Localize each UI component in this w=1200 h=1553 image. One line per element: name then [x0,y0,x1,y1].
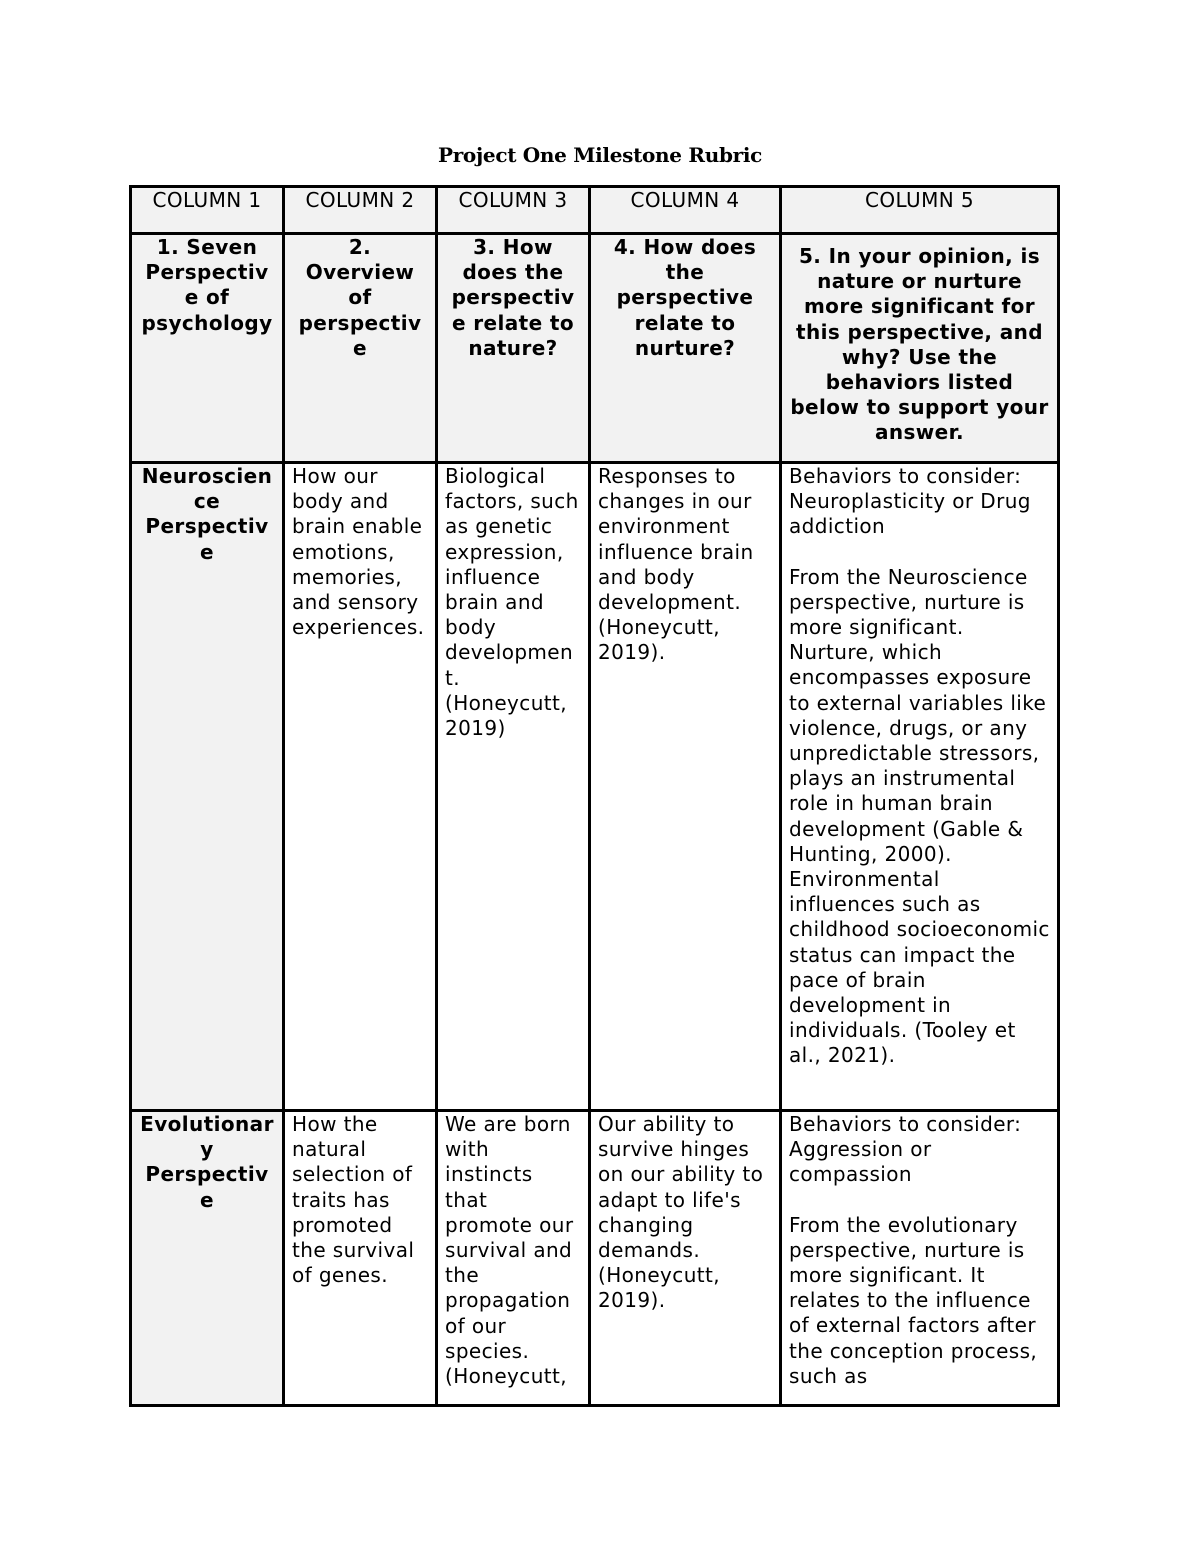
page-title: Project One Milestone Rubric [437,143,763,167]
behaviors-text: Behaviors to consider: Neuroplasticity or Drug addiction [789,464,1031,539]
column-header: COLUMN 1 [131,187,284,234]
question-cell: 2. Overview of perspective [284,234,437,463]
opinion-cell [781,463,1059,1111]
overview-cell: How our body and brain enable emotions, memories, and sensory experiences. [284,463,437,1111]
perspective-name-cell: Neuroscience Perspective [131,463,284,1111]
question-cell: 1. Seven Perspective of psychology [131,234,284,463]
opinion-text: From the Neuroscience perspective, nurture is more significant. Nurture, which encompasses exposure to external variables like violence, drugs, or any unpredictable stressors, plays an instrumental role in human brain development (Gable & Hunting, 2000). Environmental influences such as childhood socioeconomic status can impact the pace of brain development in individuals. (Tooley et al., 2021). [789,564,1050,1068]
column-header: COLUMN 4 [590,187,781,234]
table-row [131,463,1059,1111]
opinion-text: From the evolutionary perspective, nurture is more significant. It relates to the influence of external factors after the conception process, such as [789,1212,1038,1388]
opinion-cell [781,1111,1059,1406]
overview-cell: How the natural selection of traits has promoted the survival of genes. [284,1111,437,1406]
column-header: COLUMN 5 [781,187,1059,234]
question-cell: 4. How does the perspective relate to nurture? [590,234,781,463]
question-cell: 3. How does the perspective relate to nature? [437,234,590,463]
perspective-name-cell: Evolutionary Perspective [131,1111,284,1406]
question-cell: 5. In your opinion, is nature or nurture more significant for this perspective, and why? Use the behaviors listed below to support your answer. [781,234,1059,463]
table-row [131,1111,1059,1406]
column-header: COLUMN 3 [437,187,590,234]
nurture-cell: Our ability to survive hinges on our ability to adapt to life's changing demands. (Honeycutt, 2019). [590,1111,781,1406]
question-row [131,234,1059,463]
nature-cell: We are born with instincts that promote our survival and the propagation of our species. (Honeycutt, [437,1111,590,1406]
rubric-table [129,185,1060,1407]
column-header-row [131,187,1059,234]
behaviors-text: Behaviors to consider: Aggression or compassion [789,1112,1022,1187]
nature-cell: Biological factors, such as genetic expression, influence brain and body development. (Honeycutt, 2019) [437,463,590,1111]
nurture-cell: Responses to changes in our environment influence brain and body development. (Honeycutt, 2019). [590,463,781,1111]
column-header: COLUMN 2 [284,187,437,234]
